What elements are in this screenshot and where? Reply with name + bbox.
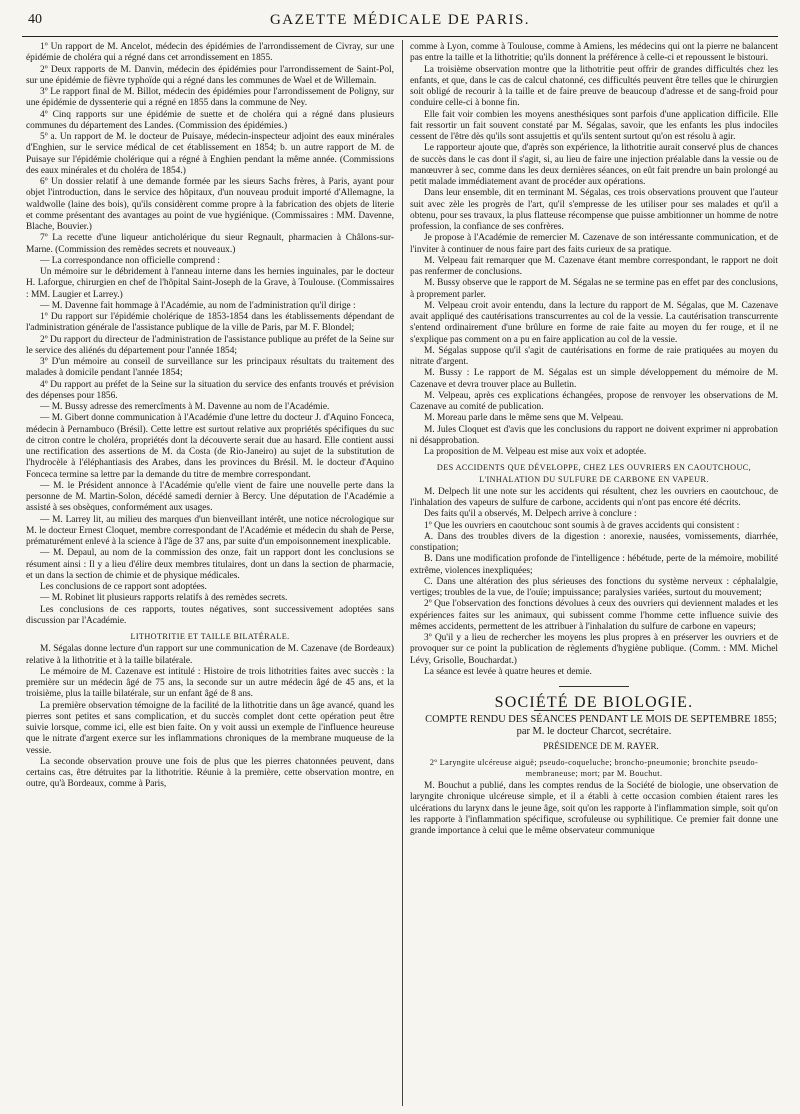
paragraph: 5º a. Un rapport de M. le docteur de Puisaye, médecin-inspecteur adjoint des eaux minérales d'Enghien, sur le service médical de cet établissement en 1854; b. un autre rapport de M. de Puisaye sur l'épidémie cholérique qui a régné à Enghien pendant la même année. (Commissions des eaux minérales et du choléra de 1854.) (26, 132, 394, 176)
paragraph: La première observation témoigne de la facilité de la lithotritie dans un âge avancé, quand les pierres sont petites et sans complication, et du succès complet dont cette opération peut être suivie lorsque, comme ici, elle est bien faite. On y voit aussi un exemple de l'influence heureuse que le nitrate d'argent exerce sur les inflammations chroniques de la membrane muqueuse de la vessie. (26, 700, 394, 756)
paragraph: M. Moreau parle dans le même sens que M. Velpeau. (424, 413, 624, 424)
paragraph: 6º Un dossier relatif à une demande formée par les sieurs Sachs frères, à Paris, ayant pour objet l'introduction, dans le service des hôpitaux, d'un nouveau produit importé d'Allemagne, la waldwolle (laine des bois), qu'ils considèrent comme propre à la fabrication des objets de literie et comme présentant des avantages au point de vue hygiénique. (Commissaires : MM. Davenne, Blache, Bouvier.) (26, 177, 394, 232)
paragraph: La proposition de M. Velpeau est mise aux voix et adoptée. (424, 447, 647, 457)
paragraph: M. Jules Cloquet est d'avis que les conclusions du rapport ne doivent exprimer ni approbation ni désapprobation. (410, 424, 778, 446)
paragraph: M. Ségalas donne lecture d'un rapport sur une communication de M. Cazenave (de Bordeaux) relative à la lithotritie et à la taille bilatérale. (26, 644, 394, 666)
section-heading: LITHOTRITIE ET TAILLE BILATÉRALE. (130, 632, 290, 641)
paragraph: Elle fait voir combien les moyens anesthésiques sont parfois d'une application difficile. Elle fait ressortir un fait souvent constaté par M. Ségalas, savoir, que les enfants les plus indociles cessent de l'être dès qu'ils sont assujettis et qu'ils sentent surtout qu'on est résolu à agir. (410, 109, 778, 142)
paragraph: — La correspondance non officielle comprend : (40, 255, 220, 266)
paragraph: M. Bussy : Le rapport de M. Ségalas est un simple développement du mémoire de M. Cazenave et devra trouver place au Bulletin. (410, 368, 778, 390)
paragraph: Dans leur ensemble, dit en terminant M. Ségalas, ces trois observations prouvent que l'auteur suit avec zèle les progrès de l'art, qu'il s'empresse de les utiliser pour ses malades et qu'il a obtenu, pour ses travaux, la plus flatteuse récompense que puisse ambitionner un homme de notre profession, la confiance de ses confrères. (410, 188, 778, 232)
paragraph: A. Dans des troubles divers de la digestion : anorexie, nausées, vomissements, diarrhée, constipation; (410, 531, 778, 553)
paragraph: Un mémoire sur le débridement à l'anneau interne dans les hernies inguinales, par le docteur H. Laforgue, chirurgien en chef de l'hôpital Saint-Joseph de la Grave, à Toulouse. (Commissaires : MM. Laugier et Larrey.) (26, 267, 394, 300)
paragraph: 4º Du rapport au préfet de la Seine sur la situation du service des enfants trouvés et prévision des dépenses pour 1856. (26, 379, 394, 401)
paragraph: Le rapporteur ajoute que, d'après son expérience, la lithotritie aurait conservé plus de chances de succès dans le cas dont il s'agit, si, au lieu de faire une injection préalable dans la vessie ou de manœuvrer à sec, comme dans les deux dernières séances, on eût fait prendre un bain prolongé au petit malade immédiatement avant de procéder aux opérations. (410, 143, 778, 187)
paragraph: 1º Du rapport sur l'épidémie cholérique de 1853-1854 dans les établissements dépendant de l'administration générale de l'assistance publique de la ville de Paris, par M. F. Blondel; (26, 312, 394, 334)
paragraph: B. Dans une modification profonde de l'intelligence : hébétude, perte de la mémoire, mobilité extrême, violences inexpliquées; (410, 554, 778, 576)
paragraph: comme à Lyon, comme à Toulouse, comme à Amiens, les médecins qui ont la pierre ne balancent pas entre la taille et la lithotritie; qu'ils donnent la préférence à celle-ci et repoussent le bistouri. (410, 42, 778, 64)
paragraph: C. Dans une altération des plus sérieuses des fonctions du système nerveux : céphalalgie, vertiges; troubles de la vue, de l'ouïe; impuissance; paralysies variées, surtout du mouvement; (410, 576, 778, 598)
paragraph: Les conclusions de ces rapports, toutes négatives, sont successivement adoptées sans discussion par l'Académie. (26, 604, 394, 626)
presidency-line: PRÉSIDENCE DE M. RAYER. (543, 741, 659, 752)
paragraph: 3º Qu'il y a lieu de rechercher les moyens les plus propres à en préserver les ouvriers et de provoquer sur ce point la publication de règlements d'hygiène publique. (Comm. : MM. Michel Lévy, Grisolle, Bouchardat.) (410, 633, 778, 666)
paragraph: La seconde observation prouve une fois de plus que les pierres chatonnées peuvent, dans certains cas, être détruites par la lithotritie. Réunie à la première, cette observation montre, en outre, qu'à Bordeaux, comme à Paris, (26, 756, 394, 790)
paragraph: M. Delpech lit une note sur les accidents qui résultent, chez les ouvriers en caoutchouc, de l'inhalation des vapeurs de sulfure de carbone, accidents qui n'ont pas encore été décrits. (410, 486, 778, 508)
left-column (26, 42, 394, 791)
society-title: SOCIÉTÉ DE BIOLOGIE. (494, 694, 694, 711)
paragraph: Je propose à l'Académie de remercier M. Cazenave de son intéressante communication, et de l'inviter à continuer de nous faire part des faits curieux de sa pratique. (410, 233, 778, 255)
paragraph: — M. Davenne fait hommage à l'Académie, au nom de l'administration qu'il dirige : (40, 300, 356, 311)
paragraph: M. Velpeau croit avoir entendu, dans la lecture du rapport de M. Ségalas, que M. Cazenave avait appliqué des cautérisations transcurrentes au col de la vessie. La cautérisation transcurrente s'entend ordinairement d'une brûlure en forme de raie faite au moyen du fer rouge, et il ne s'explique pas comment on a pu en faire application au col de la vessie. (410, 300, 778, 345)
paragraph: M. Bouchut a publié, dans les comptes rendus de la Société de biologie, une observation de laryngite chronique ulcéreuse simple, et il a établi à cette occasion combien étaient rares les ulcérations du larynx dans le jeune âge, soit qu'on les rapporte à l'inflammation simple, soit qu'on les rapporte à l'inflammation spécifique, scrofuleuse ou syphilitique. Ce premier fait donne une grande importance à celui que le même observateur communique (410, 781, 778, 836)
paragraph: — M. Gibert donne communication à l'Académie d'une lettre du docteur J. d'Aquino Fonceca, médecin à Pernambuco (Brésil). Cette lettre est surtout relative aux propriétés spécifiques du suc de citron contre le choléra, propriétés dont la découverte serait due au hasard. Elle contient aussi une rectification des assertions de M. da Costa (de Rio-Janeiro) au sujet de la substitution de l'hydrocèle à l'éléphantiasis des Arabes, dans les provinces du Brésil. M. le docteur d'Aquino Fonceca termine sa lettre par la demande du titre de membre correspondant. (26, 413, 394, 480)
page-number: 40 (28, 12, 42, 27)
paragraph: 2º Deux rapports de M. Danvin, médecin des épidémies pour l'arrondissement de Saint-Pol, sur une épidémie de fièvre typhoïde qui a régné dans les communes de Wael et de Willemain. (26, 64, 394, 86)
paragraph: — M. le Président annonce à l'Académie qu'elle vient de faire une nouvelle perte dans la personne de M. Martin-Solon, décédé samedi dernier à Bercy. Une députation de l'Académie a assisté à ses obsèques, conformément aux usages. (26, 480, 394, 514)
column-divider (402, 40, 403, 1106)
right-column (410, 42, 778, 837)
paragraph: 1º Que les ouvriers en caoutchouc sont soumis à de graves accidents qui consistent : (424, 520, 740, 531)
paragraph: 3º D'un mémoire au conseil de surveillance sur les principaux résultats du traitement des malades à domicile pendant l'année 1854; (26, 357, 394, 379)
paragraph: — M. Larrey lit, au milieu des marques d'un bienveillant intérêt, une notice nécrologique sur M. le docteur Ernest Cloquet, membre correspondant de l'Académie et médecin du shah de Perse, prématurément enlevé à la science à l'âge de 37 ans, par suite d'un empoisonnement inexplicable. (26, 514, 394, 547)
paragraph: 7º La recette d'une liqueur anticholérique du sieur Regnault, pharmacien à Châlons-sur-Marne. (Commission des remèdes secrets et nouveaux.) (26, 233, 394, 255)
paragraph: — M. Bussy adresse des remercîments à M. Davenne au nom de l'Académie. (40, 402, 330, 412)
paragraph: — M. Robinet lit plusieurs rapports relatifs à des remèdes secrets. (40, 593, 288, 604)
page-header (22, 12, 778, 34)
header-rule (22, 36, 778, 37)
paragraph: La séance est levée à quatre heures et demie. (424, 666, 592, 677)
paragraph: 3º Le rapport final de M. Billot, médecin des épidémies pour l'arrondissement de Poligny, sur une épidémie de dyssenterie qui a régné en 1855 dans la commune de Ney. (26, 87, 394, 109)
report-subtitle: COMPTE RENDU DES SÉANCES PENDANT LE MOIS DE SEPTEMBRE 1855; par M. le docteur Charcot, secrétaire. (425, 714, 777, 738)
paragraph: — M. Depaul, au nom de la commission des onze, fait un rapport dont les conclusions se résument ainsi : Il y a lieu d'élire deux membres titulaires, dont un dans la section de pharmacie, et un dans la section de chimie et de physique médicales. (26, 548, 394, 581)
paragraph: 4º Cinq rapports sur une épidémie de suette et de choléra qui a régné dans plusieurs communes du département des Landes. (Commission des épidémies.) (26, 109, 394, 131)
section-rule (559, 686, 629, 687)
paragraph: Des faits qu'il a observés, M. Delpech arrive à conclure : (424, 509, 637, 520)
section-heading: 2º Laryngite ulcéreuse aiguë; pseudo-coqueluche; broncho-pneumonie; bronchite pseudo-membraneuse; mort; par M. Bouchut. (429, 757, 759, 778)
paragraph: 2º Que l'observation des fonctions dévolues à ceux des ouvriers qui deviennent malades et les expériences faites sur les animaux, qui subissent comme l'homme cette influence suivie des mêmes accidents, permettent de les attribuer à l'inhalation du sulfure de carbone en vapeurs; (410, 599, 778, 632)
paragraph: 2º Du rapport du directeur de l'administration de l'assistance publique au préfet de la Seine sur le service des aliénés du département pour l'année 1854; (26, 334, 394, 356)
running-title: GAZETTE MÉDICALE DE PARIS. (269, 12, 531, 28)
section-heading: DES ACCIDENTS QUE DÉVELOPPE, CHEZ LES OUVRIERS EN CAOUTCHOUC, L'INHALATION DU SULFURE DE CARBONE EN VAPEUR. (436, 463, 752, 484)
paragraph: M. Bussy observe que le rapport de M. Ségalas ne se termine pas en effet par des conclusions, à proprement parler. (410, 278, 778, 300)
paragraph: La troisième observation montre que la lithotritie peut offrir de grandes difficultés chez les enfants, et que, dans le cas de calcul chatonné, ces difficultés peuvent être telles que le chirurgien soit obligé de recourir à la taille et de faire preuve de beaucoup d'adresse et de sang-froid pour conduire celle-ci à bonne fin. (410, 64, 778, 109)
paragraph: M. Ségalas suppose qu'il s'agit de cautérisations en forme de raie pratiquées au moyen du nitrate d'argent. (410, 345, 778, 367)
paragraph: M. Velpeau, après ces explications échangées, propose de renvoyer les observations de M. Cazenave au comité de publication. (410, 390, 778, 412)
paragraph: M. Velpeau fait remarquer que M. Cazenave étant membre correspondant, le rapport ne doit pas renfermer de conclusions. (410, 255, 778, 277)
paragraph: Le mémoire de M. Cazenave est intitulé : Histoire de trois lithotrities faites avec succès : la première sur un médecin âgé de 75 ans, la seconde sur un autre médecin âgé de 45 ans, et la troisième, plus la taille bilatérale, sur un enfant âgé de 8 ans. (26, 666, 394, 700)
paragraph: Les conclusions de ce rapport sont adoptées. (40, 582, 207, 592)
paragraph: 1º Un rapport de M. Ancelot, médecin des épidémies de l'arrondissement de Civray, sur une épidémie de choléra qui a régné dans cet arrondissement en 1855. (26, 42, 394, 64)
